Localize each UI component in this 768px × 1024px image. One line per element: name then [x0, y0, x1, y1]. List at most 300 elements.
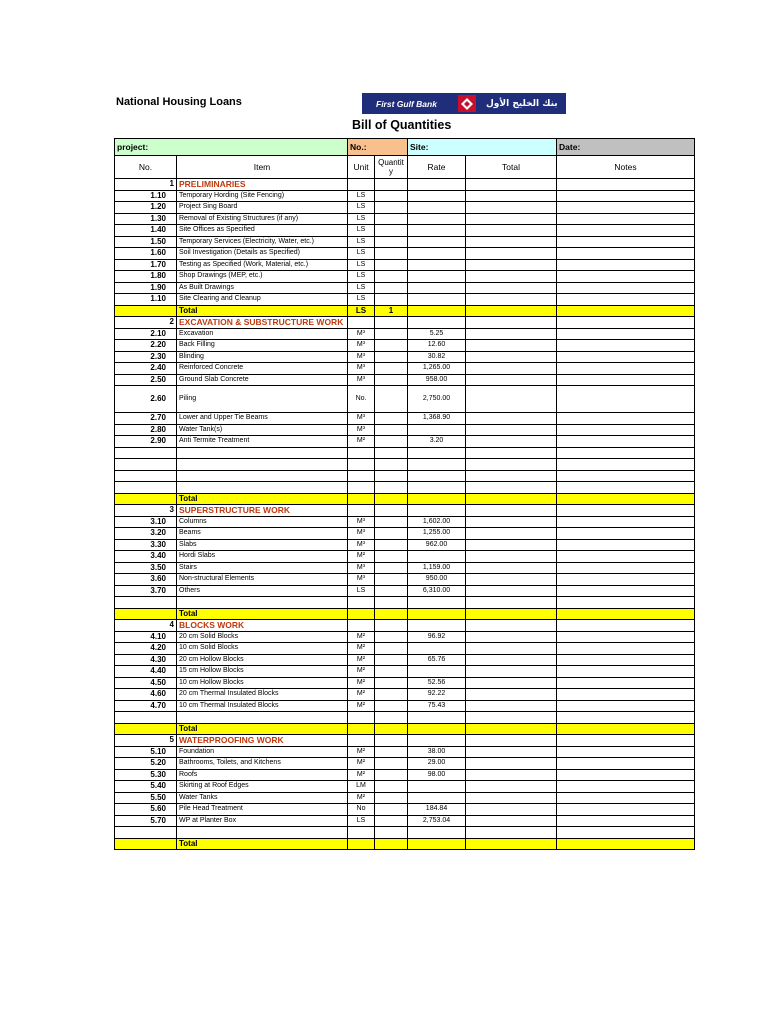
item-total[interactable]: [466, 712, 557, 724]
item-description[interactable]: Shop Drawings (MEP, etc.): [177, 271, 348, 283]
item-notes[interactable]: [557, 781, 695, 793]
item-quantity[interactable]: [375, 551, 408, 563]
item-unit[interactable]: [348, 447, 375, 459]
item-unit[interactable]: LS: [348, 225, 375, 237]
item-quantity[interactable]: [375, 746, 408, 758]
item-unit[interactable]: LS: [348, 585, 375, 597]
item-rate[interactable]: 2,750.00: [408, 386, 466, 413]
item-description[interactable]: Reinforced Concrete: [177, 363, 348, 375]
total-notes[interactable]: [557, 723, 695, 735]
item-rate[interactable]: 1,159.00: [408, 562, 466, 574]
item-description[interactable]: Removal of Existing Structures (if any): [177, 213, 348, 225]
item-unit[interactable]: M²: [348, 436, 375, 448]
item-description[interactable]: Columns: [177, 516, 348, 528]
item-total[interactable]: [466, 282, 557, 294]
item-rate[interactable]: 96.92: [408, 631, 466, 643]
item-notes[interactable]: [557, 539, 695, 551]
item-unit[interactable]: M²: [348, 631, 375, 643]
item-quantity[interactable]: [375, 804, 408, 816]
item-unit[interactable]: LS: [348, 282, 375, 294]
item-total[interactable]: [466, 447, 557, 459]
item-notes[interactable]: [557, 271, 695, 283]
item-total[interactable]: [466, 528, 557, 540]
item-quantity[interactable]: [375, 213, 408, 225]
item-quantity[interactable]: [375, 827, 408, 839]
item-total[interactable]: [466, 689, 557, 701]
empty-cell[interactable]: [375, 317, 408, 329]
item-quantity[interactable]: [375, 781, 408, 793]
total-notes[interactable]: [557, 493, 695, 505]
item-notes[interactable]: [557, 470, 695, 482]
item-rate[interactable]: [408, 259, 466, 271]
item-total[interactable]: [466, 643, 557, 655]
item-rate[interactable]: [408, 666, 466, 678]
item-unit[interactable]: M²: [348, 746, 375, 758]
item-description[interactable]: 10 cm Thermal Insulated Blocks: [177, 700, 348, 712]
item-rate[interactable]: 1,602.00: [408, 516, 466, 528]
item-unit[interactable]: M²: [348, 654, 375, 666]
item-quantity[interactable]: [375, 294, 408, 306]
total-rate[interactable]: [408, 608, 466, 620]
item-rate[interactable]: [408, 424, 466, 436]
item-quantity[interactable]: [375, 340, 408, 352]
item-quantity[interactable]: [375, 482, 408, 494]
item-unit[interactable]: M²: [348, 666, 375, 678]
empty-cell[interactable]: [348, 505, 375, 517]
item-quantity[interactable]: [375, 459, 408, 471]
item-rate[interactable]: 1,265.00: [408, 363, 466, 375]
item-total[interactable]: [466, 516, 557, 528]
item-quantity[interactable]: [375, 631, 408, 643]
empty-cell[interactable]: [408, 620, 466, 632]
item-unit[interactable]: M³: [348, 340, 375, 352]
empty-cell[interactable]: [557, 179, 695, 191]
item-quantity[interactable]: [375, 654, 408, 666]
item-description[interactable]: Water Tank(s): [177, 424, 348, 436]
empty-cell[interactable]: [466, 620, 557, 632]
item-unit[interactable]: M²: [348, 792, 375, 804]
item-description[interactable]: Ground Slab Concrete: [177, 374, 348, 386]
item-rate[interactable]: 3.20: [408, 436, 466, 448]
item-notes[interactable]: [557, 386, 695, 413]
item-unit[interactable]: M³: [348, 351, 375, 363]
item-notes[interactable]: [557, 447, 695, 459]
item-unit[interactable]: M³: [348, 516, 375, 528]
item-notes[interactable]: [557, 758, 695, 770]
item-notes[interactable]: [557, 528, 695, 540]
item-quantity[interactable]: [375, 202, 408, 214]
item-unit[interactable]: M²: [348, 677, 375, 689]
item-quantity[interactable]: [375, 792, 408, 804]
item-notes[interactable]: [557, 351, 695, 363]
item-description[interactable]: Beams: [177, 528, 348, 540]
item-notes[interactable]: [557, 516, 695, 528]
item-unit[interactable]: LS: [348, 190, 375, 202]
empty-cell[interactable]: [466, 317, 557, 329]
item-notes[interactable]: [557, 482, 695, 494]
item-total[interactable]: [466, 666, 557, 678]
item-description[interactable]: Soil Investigation (Details as Specified): [177, 248, 348, 260]
item-total[interactable]: [466, 190, 557, 202]
item-total[interactable]: [466, 827, 557, 839]
item-rate[interactable]: 2,753.04: [408, 815, 466, 827]
empty-cell[interactable]: [557, 317, 695, 329]
item-description[interactable]: Back Filling: [177, 340, 348, 352]
item-total[interactable]: [466, 539, 557, 551]
item-unit[interactable]: M³: [348, 374, 375, 386]
empty-cell[interactable]: [557, 620, 695, 632]
item-quantity[interactable]: [375, 712, 408, 724]
item-rate[interactable]: [408, 225, 466, 237]
item-rate[interactable]: 6,310.00: [408, 585, 466, 597]
item-quantity[interactable]: [375, 351, 408, 363]
item-rate[interactable]: [408, 470, 466, 482]
item-quantity[interactable]: [375, 447, 408, 459]
item-total[interactable]: [466, 677, 557, 689]
empty-cell[interactable]: [375, 735, 408, 747]
item-rate[interactable]: 962.00: [408, 539, 466, 551]
empty-cell[interactable]: [466, 505, 557, 517]
item-total[interactable]: [466, 585, 557, 597]
item-unit[interactable]: M²: [348, 700, 375, 712]
item-quantity[interactable]: [375, 282, 408, 294]
total-rate[interactable]: [408, 493, 466, 505]
empty-cell[interactable]: [348, 620, 375, 632]
item-rate[interactable]: 5.25: [408, 328, 466, 340]
total-rate[interactable]: [408, 838, 466, 850]
total-amount[interactable]: [466, 723, 557, 735]
item-notes[interactable]: [557, 413, 695, 425]
empty-cell[interactable]: [408, 179, 466, 191]
item-notes[interactable]: [557, 815, 695, 827]
item-notes[interactable]: [557, 827, 695, 839]
total-unit[interactable]: [348, 723, 375, 735]
item-quantity[interactable]: [375, 470, 408, 482]
item-notes[interactable]: [557, 340, 695, 352]
item-quantity[interactable]: [375, 643, 408, 655]
item-quantity[interactable]: [375, 597, 408, 609]
item-unit[interactable]: LS: [348, 271, 375, 283]
item-rate[interactable]: [408, 236, 466, 248]
item-quantity[interactable]: [375, 363, 408, 375]
item-notes[interactable]: [557, 248, 695, 260]
empty-cell[interactable]: [408, 735, 466, 747]
empty-cell[interactable]: [348, 317, 375, 329]
item-unit[interactable]: M³: [348, 424, 375, 436]
item-unit[interactable]: No.: [348, 386, 375, 413]
item-rate[interactable]: 184.84: [408, 804, 466, 816]
item-notes[interactable]: [557, 666, 695, 678]
item-rate[interactable]: [408, 248, 466, 260]
item-rate[interactable]: [408, 551, 466, 563]
item-notes[interactable]: [557, 792, 695, 804]
item-unit[interactable]: LS: [348, 213, 375, 225]
item-unit[interactable]: M²: [348, 643, 375, 655]
item-total[interactable]: [466, 597, 557, 609]
empty-cell[interactable]: [408, 317, 466, 329]
item-total[interactable]: [466, 654, 557, 666]
item-unit[interactable]: [348, 459, 375, 471]
item-notes[interactable]: [557, 294, 695, 306]
item-description[interactable]: 20 cm Solid Blocks: [177, 631, 348, 643]
item-notes[interactable]: [557, 236, 695, 248]
item-total[interactable]: [466, 424, 557, 436]
item-description[interactable]: Piling: [177, 386, 348, 413]
item-quantity[interactable]: [375, 574, 408, 586]
item-total[interactable]: [466, 815, 557, 827]
item-total[interactable]: [466, 631, 557, 643]
item-total[interactable]: [466, 340, 557, 352]
item-total[interactable]: [466, 374, 557, 386]
item-total[interactable]: [466, 700, 557, 712]
item-quantity[interactable]: [375, 424, 408, 436]
item-rate[interactable]: 958.00: [408, 374, 466, 386]
item-rate[interactable]: 12.60: [408, 340, 466, 352]
item-notes[interactable]: [557, 282, 695, 294]
item-description[interactable]: 10 cm Hollow Blocks: [177, 677, 348, 689]
item-total[interactable]: [466, 225, 557, 237]
item-total[interactable]: [466, 328, 557, 340]
item-rate[interactable]: 950.00: [408, 574, 466, 586]
item-quantity[interactable]: [375, 190, 408, 202]
item-description[interactable]: Site Clearing and Cleanup: [177, 294, 348, 306]
item-rate[interactable]: 75.43: [408, 700, 466, 712]
item-rate[interactable]: [408, 202, 466, 214]
item-unit[interactable]: [348, 712, 375, 724]
item-quantity[interactable]: [375, 585, 408, 597]
item-rate[interactable]: 30.82: [408, 351, 466, 363]
total-rate[interactable]: [408, 723, 466, 735]
total-notes[interactable]: [557, 608, 695, 620]
item-quantity[interactable]: [375, 436, 408, 448]
item-notes[interactable]: [557, 436, 695, 448]
item-total[interactable]: [466, 386, 557, 413]
item-total[interactable]: [466, 482, 557, 494]
item-quantity[interactable]: [375, 528, 408, 540]
item-notes[interactable]: [557, 190, 695, 202]
empty-cell[interactable]: [375, 505, 408, 517]
total-quantity[interactable]: 1: [375, 305, 408, 317]
item-total[interactable]: [466, 746, 557, 758]
item-notes[interactable]: [557, 746, 695, 758]
item-rate[interactable]: 29.00: [408, 758, 466, 770]
project-field[interactable]: project:: [115, 139, 348, 156]
item-rate[interactable]: 1,255.00: [408, 528, 466, 540]
item-quantity[interactable]: [375, 700, 408, 712]
item-rate[interactable]: [408, 643, 466, 655]
item-notes[interactable]: [557, 562, 695, 574]
item-total[interactable]: [466, 248, 557, 260]
item-total[interactable]: [466, 459, 557, 471]
item-total[interactable]: [466, 436, 557, 448]
item-description[interactable]: 20 cm Hollow Blocks: [177, 654, 348, 666]
item-description[interactable]: Pile Head Treatment: [177, 804, 348, 816]
item-unit[interactable]: M³: [348, 363, 375, 375]
item-description[interactable]: [177, 447, 348, 459]
item-rate[interactable]: 92.22: [408, 689, 466, 701]
item-rate[interactable]: [408, 447, 466, 459]
total-amount[interactable]: [466, 608, 557, 620]
item-rate[interactable]: [408, 781, 466, 793]
item-total[interactable]: [466, 236, 557, 248]
total-amount[interactable]: [466, 493, 557, 505]
total-unit[interactable]: [348, 608, 375, 620]
item-total[interactable]: [466, 202, 557, 214]
item-description[interactable]: Non-structural Elements: [177, 574, 348, 586]
item-notes[interactable]: [557, 202, 695, 214]
item-unit[interactable]: M³: [348, 562, 375, 574]
item-quantity[interactable]: [375, 236, 408, 248]
item-rate[interactable]: 98.00: [408, 769, 466, 781]
item-total[interactable]: [466, 351, 557, 363]
item-unit[interactable]: LS: [348, 236, 375, 248]
item-total[interactable]: [466, 271, 557, 283]
item-total[interactable]: [466, 769, 557, 781]
item-description[interactable]: Anti Termite Treatment: [177, 436, 348, 448]
item-notes[interactable]: [557, 374, 695, 386]
item-description[interactable]: Hordi Slabs: [177, 551, 348, 563]
item-quantity[interactable]: [375, 225, 408, 237]
item-description[interactable]: [177, 827, 348, 839]
total-amount[interactable]: [466, 305, 557, 317]
item-rate[interactable]: [408, 213, 466, 225]
item-quantity[interactable]: [375, 374, 408, 386]
number-field[interactable]: No.:: [348, 139, 408, 156]
item-notes[interactable]: [557, 643, 695, 655]
item-description[interactable]: 20 cm Thermal Insulated Blocks: [177, 689, 348, 701]
total-quantity[interactable]: [375, 838, 408, 850]
item-unit[interactable]: M²: [348, 689, 375, 701]
item-total[interactable]: [466, 213, 557, 225]
empty-cell[interactable]: [466, 735, 557, 747]
item-quantity[interactable]: [375, 758, 408, 770]
item-description[interactable]: Lower and Upper Tie Beams: [177, 413, 348, 425]
item-notes[interactable]: [557, 677, 695, 689]
item-unit[interactable]: LS: [348, 259, 375, 271]
item-total[interactable]: [466, 804, 557, 816]
item-rate[interactable]: [408, 282, 466, 294]
item-total[interactable]: [466, 562, 557, 574]
item-quantity[interactable]: [375, 539, 408, 551]
item-quantity[interactable]: [375, 769, 408, 781]
item-notes[interactable]: [557, 654, 695, 666]
item-description[interactable]: Slabs: [177, 539, 348, 551]
item-notes[interactable]: [557, 769, 695, 781]
total-unit[interactable]: [348, 838, 375, 850]
item-notes[interactable]: [557, 631, 695, 643]
item-rate[interactable]: 52.56: [408, 677, 466, 689]
item-rate[interactable]: 65.76: [408, 654, 466, 666]
item-notes[interactable]: [557, 259, 695, 271]
item-description[interactable]: As Built Drawings: [177, 282, 348, 294]
item-quantity[interactable]: [375, 386, 408, 413]
item-rate[interactable]: [408, 482, 466, 494]
item-unit[interactable]: M³: [348, 413, 375, 425]
item-quantity[interactable]: [375, 677, 408, 689]
item-quantity[interactable]: [375, 271, 408, 283]
item-notes[interactable]: [557, 328, 695, 340]
item-description[interactable]: Site Offices as Specified: [177, 225, 348, 237]
empty-cell[interactable]: [557, 735, 695, 747]
item-description[interactable]: [177, 597, 348, 609]
item-quantity[interactable]: [375, 689, 408, 701]
item-quantity[interactable]: [375, 562, 408, 574]
item-quantity[interactable]: [375, 666, 408, 678]
item-unit[interactable]: M³: [348, 539, 375, 551]
item-notes[interactable]: [557, 424, 695, 436]
item-unit[interactable]: No: [348, 804, 375, 816]
item-description[interactable]: Bathrooms, Toilets, and Kitchens: [177, 758, 348, 770]
item-description[interactable]: Skirting at Roof Edges: [177, 781, 348, 793]
site-field[interactable]: Site:: [408, 139, 557, 156]
item-description[interactable]: 15 cm Hollow Blocks: [177, 666, 348, 678]
item-total[interactable]: [466, 574, 557, 586]
item-description[interactable]: Stairs: [177, 562, 348, 574]
item-total[interactable]: [466, 363, 557, 375]
item-notes[interactable]: [557, 689, 695, 701]
item-rate[interactable]: [408, 712, 466, 724]
item-description[interactable]: Water Tanks: [177, 792, 348, 804]
item-description[interactable]: Roofs: [177, 769, 348, 781]
item-description[interactable]: [177, 459, 348, 471]
item-quantity[interactable]: [375, 259, 408, 271]
item-description[interactable]: Blinding: [177, 351, 348, 363]
item-rate[interactable]: 38.00: [408, 746, 466, 758]
item-notes[interactable]: [557, 700, 695, 712]
item-notes[interactable]: [557, 551, 695, 563]
item-quantity[interactable]: [375, 516, 408, 528]
item-total[interactable]: [466, 294, 557, 306]
item-notes[interactable]: [557, 363, 695, 375]
item-unit[interactable]: M³: [348, 328, 375, 340]
item-total[interactable]: [466, 413, 557, 425]
item-notes[interactable]: [557, 574, 695, 586]
item-rate[interactable]: [408, 827, 466, 839]
total-amount[interactable]: [466, 838, 557, 850]
item-rate[interactable]: 1,368.90: [408, 413, 466, 425]
item-description[interactable]: Project Sing Board: [177, 202, 348, 214]
item-unit[interactable]: LS: [348, 202, 375, 214]
item-total[interactable]: [466, 259, 557, 271]
item-notes[interactable]: [557, 804, 695, 816]
item-unit[interactable]: M³: [348, 528, 375, 540]
item-unit[interactable]: M²: [348, 551, 375, 563]
item-rate[interactable]: [408, 294, 466, 306]
item-rate[interactable]: [408, 597, 466, 609]
item-total[interactable]: [466, 551, 557, 563]
item-description[interactable]: Temporary Services (Electricity, Water, etc.): [177, 236, 348, 248]
item-unit[interactable]: LM: [348, 781, 375, 793]
item-description[interactable]: WP at Planter Box: [177, 815, 348, 827]
item-total[interactable]: [466, 792, 557, 804]
item-unit[interactable]: [348, 827, 375, 839]
item-rate[interactable]: [408, 459, 466, 471]
total-quantity[interactable]: [375, 493, 408, 505]
item-unit[interactable]: LS: [348, 815, 375, 827]
item-notes[interactable]: [557, 225, 695, 237]
empty-cell[interactable]: [466, 179, 557, 191]
item-quantity[interactable]: [375, 413, 408, 425]
item-description[interactable]: [177, 482, 348, 494]
item-quantity[interactable]: [375, 815, 408, 827]
item-description[interactable]: Foundation: [177, 746, 348, 758]
empty-cell[interactable]: [408, 505, 466, 517]
item-total[interactable]: [466, 470, 557, 482]
item-total[interactable]: [466, 758, 557, 770]
item-description[interactable]: [177, 712, 348, 724]
total-quantity[interactable]: [375, 608, 408, 620]
item-unit[interactable]: LS: [348, 248, 375, 260]
